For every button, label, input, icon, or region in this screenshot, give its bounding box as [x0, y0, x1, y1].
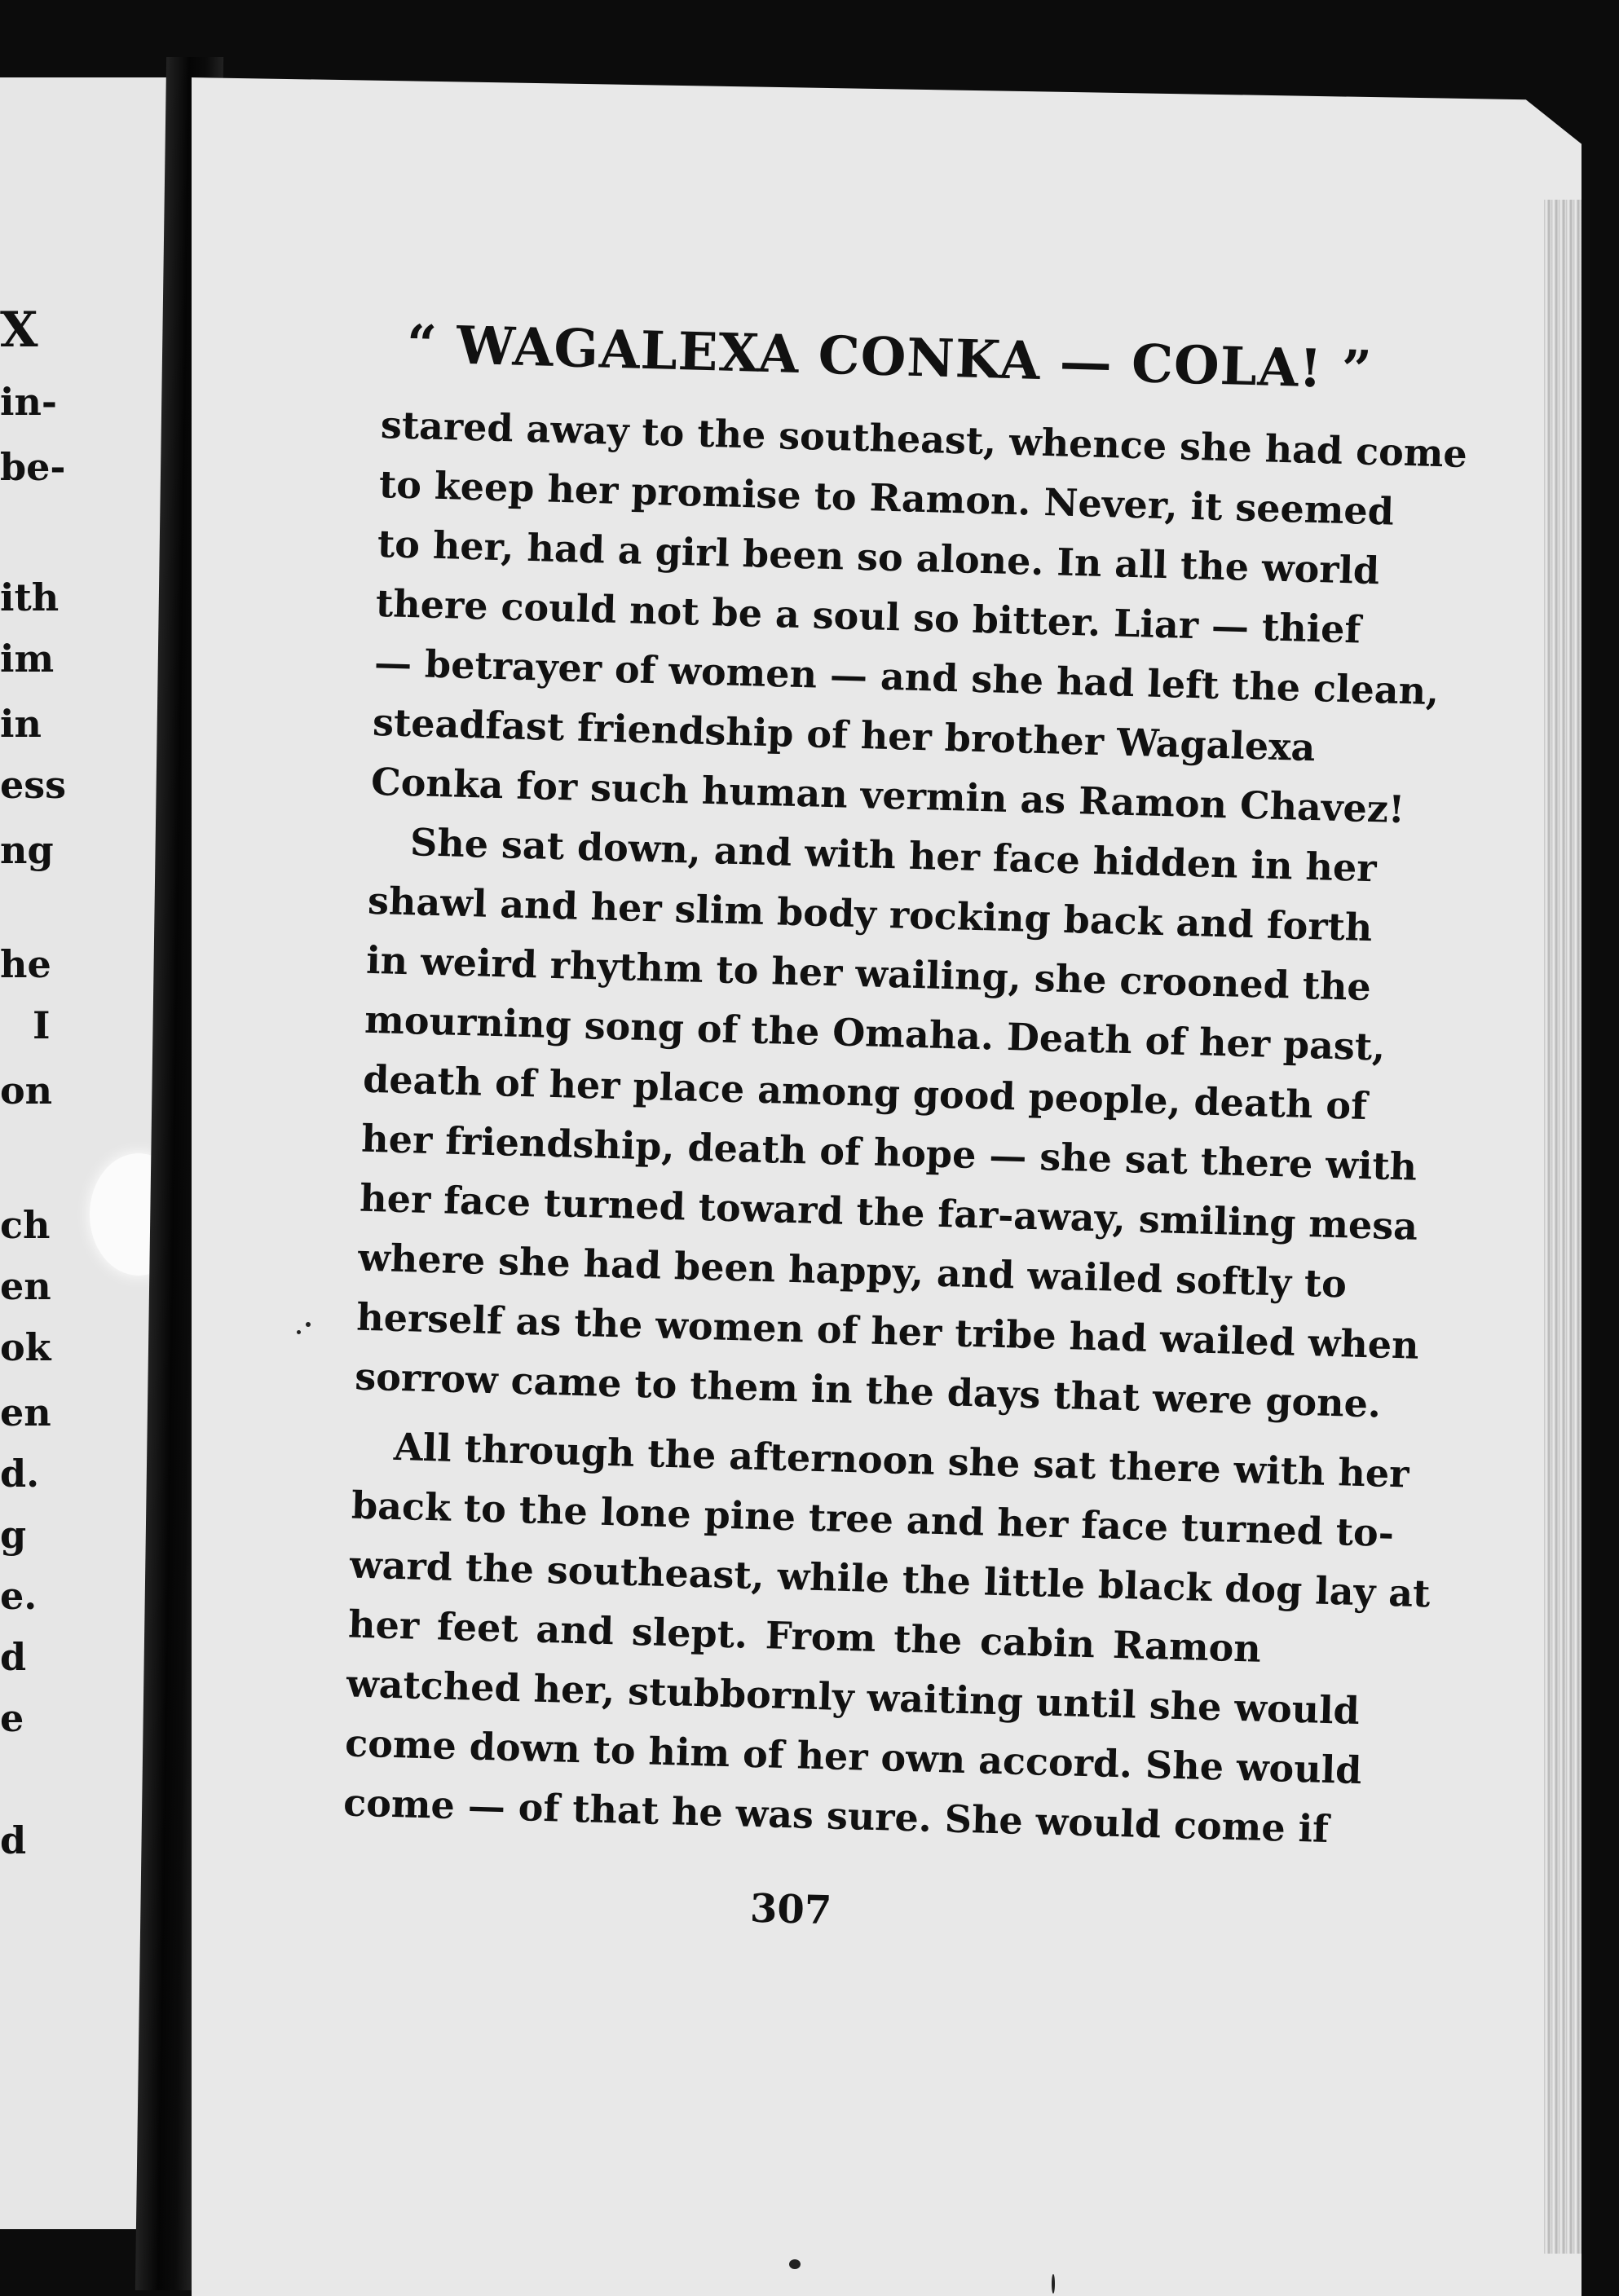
left-page-text-fragment: I: [33, 1003, 51, 1047]
text-line: back to the lone pine tree and her face turned to-: [351, 1483, 1395, 1556]
ink-speck: [1052, 2274, 1055, 2294]
text-line: sorrow came to them in the days that were gone.: [354, 1354, 1382, 1426]
text-line: come — of that he was sure. She would come if: [342, 1780, 1330, 1852]
text-line: where she had been happy, and wailed softly to: [357, 1235, 1348, 1307]
text-line: She sat down, and with her face hidden in her: [409, 820, 1378, 891]
text-line: to her, had a girl been so alone. In all the world: [377, 521, 1380, 593]
text-line: to keep her promise to Ramon. Never, it seemed: [378, 461, 1395, 534]
ink-speck: [297, 1330, 301, 1334]
text-line: death of her place among good people, death of: [362, 1056, 1368, 1129]
left-page-text-fragment: en: [0, 1264, 51, 1308]
left-page-text-fragment: en: [0, 1390, 51, 1434]
text-line: ward the southeast, while the little black dog lay at: [349, 1542, 1432, 1616]
left-page-text-fragment: im: [0, 637, 55, 681]
paragraph-2: [354, 812, 1420, 1431]
left-page-text-fragment: d: [0, 1635, 27, 1679]
text-line: Conka for such human vermin as Ramon Chavez!: [370, 759, 1405, 832]
ink-speck: [306, 1322, 311, 1327]
text-line: steadfast friendship of her brother Wagalexa: [372, 699, 1317, 770]
text-line: herself as the women of her tribe had wailed when: [355, 1294, 1420, 1368]
text-line: her friendship, death of hope — she sat there with: [360, 1116, 1418, 1189]
left-page-text-fragment: be-: [0, 445, 66, 489]
left-page-text-fragment: d.: [0, 1452, 40, 1496]
body-text: [342, 395, 1468, 1858]
running-head: “ WAGALEXA CONKA — COLA! ”: [405, 314, 1374, 402]
left-page-text-fragment: he: [0, 942, 51, 986]
page-edge-stack: [1544, 200, 1582, 2254]
text-line: — betrayer of women — and she had left the clean,: [373, 640, 1440, 714]
left-page-text-fragment: e: [0, 1696, 24, 1740]
left-page-text-fragment: g: [0, 1513, 27, 1557]
text-line: stared away to the southeast, whence she had come: [380, 402, 1468, 477]
text-line: her feet and slept. From the cabin Ramon: [347, 1602, 1262, 1671]
text-line: come down to him of her own accord. She would: [344, 1721, 1363, 1793]
text-line: watched her, stubbornly waiting until she would: [346, 1661, 1361, 1734]
paragraph-3: [342, 1417, 1432, 1858]
left-page-text-fragment: ok: [0, 1325, 51, 1369]
left-page-text-fragment: ng: [0, 828, 54, 872]
text-line: mourning song of the Omaha. Death of her past,: [364, 997, 1386, 1069]
page-number: 307: [749, 1885, 832, 1934]
text-line: her face turned toward the far-away, smiling mesa: [359, 1175, 1418, 1249]
text-line: shawl and her slim body rocking back and forth: [367, 878, 1374, 950]
ink-speck: [789, 2259, 801, 2269]
left-page-text-fragment: in: [0, 702, 42, 746]
left-page-text-fragment: ith: [0, 575, 60, 619]
left-page-text-fragment: ch: [0, 1203, 51, 1247]
paragraph-1: [370, 395, 1468, 836]
left-page-text-fragment: d: [0, 1818, 27, 1862]
text-line: there could not be a soul so bitter. Liar — thief: [375, 580, 1361, 652]
left-page-text-fragment: ess: [0, 763, 67, 807]
text-line: All through the afternoon she sat there with her: [393, 1424, 1410, 1496]
left-page-text-fragment: e.: [0, 1574, 37, 1618]
text-line: in weird rhythm to her wailing, she crooned the: [365, 937, 1372, 1010]
left-page-text-fragment: in-: [0, 380, 58, 424]
left-page-text-fragment: on: [0, 1069, 53, 1113]
left-page-text-fragment: X: [0, 302, 38, 359]
